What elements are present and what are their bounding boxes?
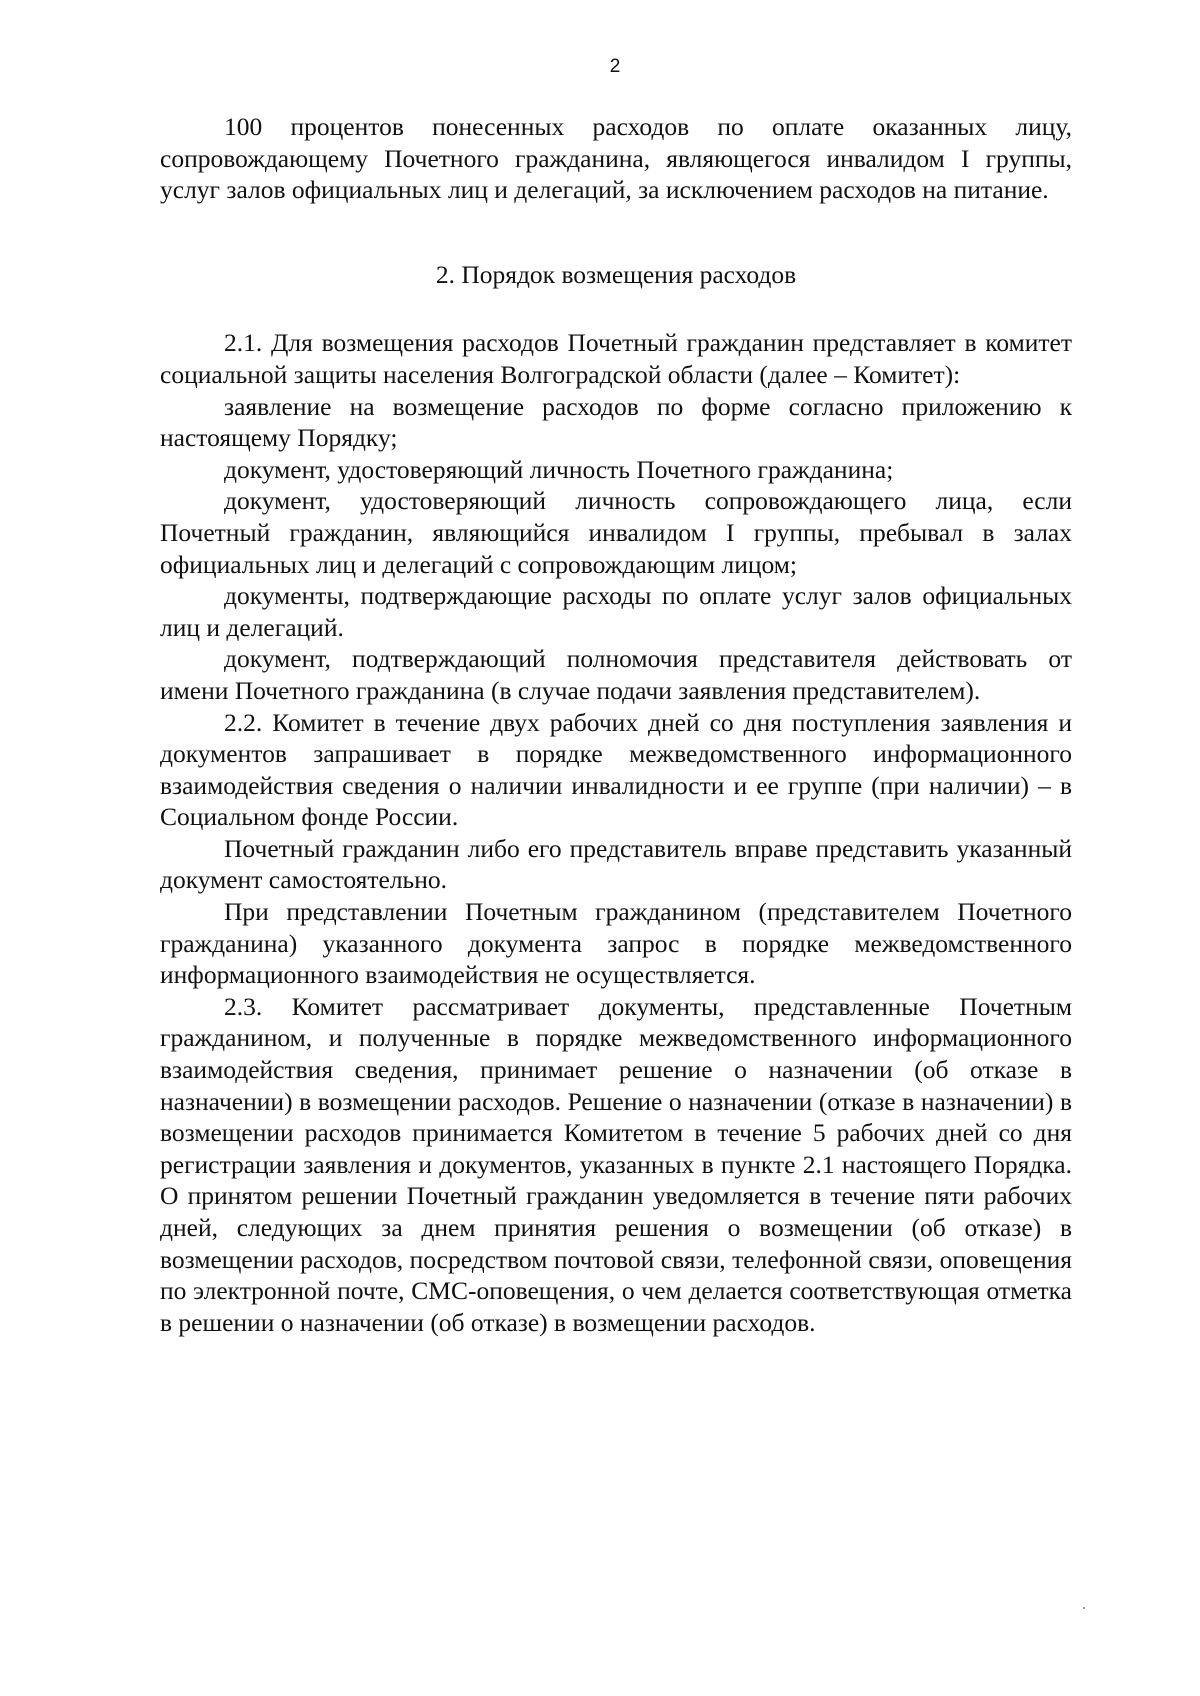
- document-body: [160, 111, 1072, 1338]
- list-item: заявление на возмещение расходов по форме согласно приложению к настоящему Порядку;: [160, 391, 1072, 453]
- paragraph-2-2-no-request: При представлении Почетным гражданином (представителем Почетного гражданина) указанного документа запрос в порядке межведомственного информационного взаимодействия не осуществляется.: [160, 897, 1072, 990]
- list-item: документ, удостоверяющий личность Почетного гражданина;: [224, 454, 894, 484]
- list-item: документ, подтверждающий полномочия представителя действовать от имени Почетного гражданина (в случае подачи заявления представителем).: [160, 644, 1072, 705]
- paragraph-2-3: 2.3. Комитет рассматривает документы, представленные Почетным гражданином, и полученные в порядке межведомственного информационного взаимодействия сведения, принимает решение о назначении (об отказе в назначении) в возмещении расходов. Решение о назначении (отказе в назначении) в возмещении расходов принимается Комитетом в течение 5 рабочих дней со дня регистрации заявления и документов, указанных в пункте 2.1 настоящего Порядка. О принятом решении Почетный гражданин уведомляется в течение пяти рабочих дней, следующих за днем принятия решения о возмещении (об отказе) в возмещении расходов, посредством почтовой связи, телефонной связи, оповещения по электронной почте, СМС-оповещения, о чем делается соответствующая отметка в решении о назначении (об отказе) в возмещении расходов.: [160, 991, 1072, 1337]
- paragraph-2-2: 2.2. Комитет в течение двух рабочих дней со дня поступления заявления и документов запрашивает в порядке межведомственного информационного взаимодействия сведения о наличии инвалидности и ее группе (при наличии) – в Социальном фонде России.: [160, 707, 1072, 832]
- list-item: документы, подтверждающие расходы по оплате услуг залов официальных лиц и делегаций.: [160, 581, 1072, 642]
- paragraph-2-2-self-submission: Почетный гражданин либо его представитель вправе представить указанный документ самостоятельно.: [160, 833, 1072, 895]
- scan-speck: [1083, 1607, 1085, 1609]
- page-number: 2: [609, 56, 621, 77]
- intro-paragraph: 100 процентов понесенных расходов по оплате оказанных лицу, сопровождающему Почетного гражданина, являющегося инвалидом I группы, услуг залов официальных лиц и делегаций, за исключением расходов на питание.: [160, 112, 1072, 205]
- section-title: 2. Порядок возмещения расходов: [435, 259, 797, 289]
- list-item: документ, удостоверяющий личность сопровождающего лица, если Почетный гражданин, являющийся инвалидом I группы, пребывал в залах официальных лиц и делегаций с сопровождающим лицом;: [160, 486, 1072, 579]
- paragraph-2-1: 2.1. Для возмещения расходов Почетный гражданин представляет в комитет социальной защиты населения Волгоградской области (далее – Комитет):: [160, 328, 1072, 389]
